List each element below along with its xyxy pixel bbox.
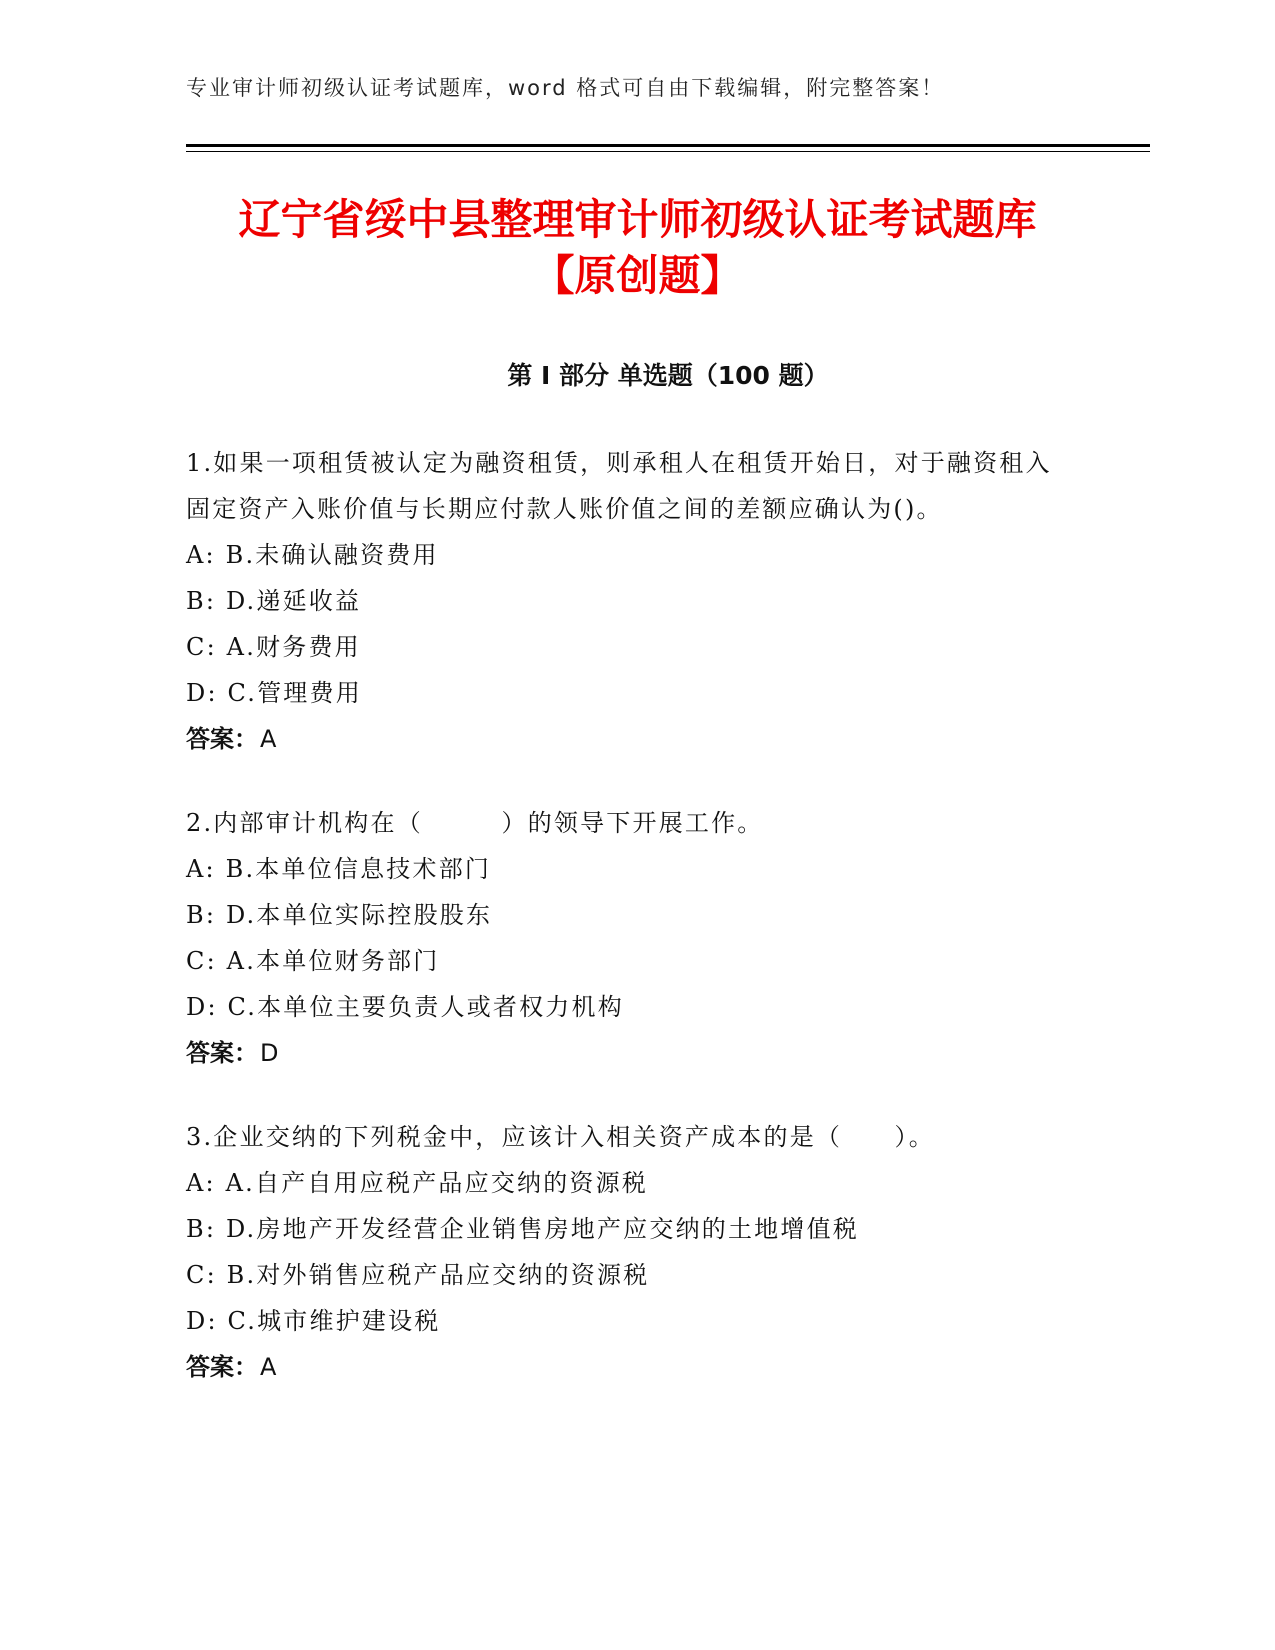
question-2 — [186, 800, 1066, 1076]
option-c: C: A.财务费用 — [186, 633, 361, 661]
option-a: A: A.自产自用应税产品应交纳的资源税 — [186, 1169, 649, 1197]
section-heading: 第 I 部分 单选题（100 题） — [507, 361, 829, 390]
option-c: C: A.本单位财务部门 — [186, 947, 440, 975]
option-b: B: D.房地产开发经营企业销售房地产应交纳的土地增值税 — [186, 1215, 859, 1243]
question-stem: 3.企业交纳的下列税金中，应该计入相关资产成本的是（ ）。 — [186, 1123, 935, 1151]
answer-label: 答案： — [186, 1353, 258, 1381]
answer-value: D — [260, 1039, 279, 1067]
question-stem: 1.如果一项租赁被认定为融资租赁，则承租人在租赁开始日，对于融资租入固定资产入账价值与长期应付款人账价值之间的差额应确认为()。 — [186, 449, 1052, 523]
question-stem: 2.内部审计机构在（ ）的领导下开展工作。 — [186, 809, 764, 837]
answer-value: A — [260, 725, 277, 753]
option-b: B: D.递延收益 — [186, 587, 362, 615]
option-d: D: C.城市维护建设税 — [186, 1307, 441, 1335]
answer-line — [186, 716, 1066, 762]
option-d: D: C.本单位主要负责人或者权力机构 — [186, 993, 624, 1021]
option-a: A: B.未确认融资费用 — [186, 541, 439, 569]
answer-label: 答案： — [186, 1039, 258, 1067]
question-list — [186, 440, 1066, 1428]
answer-line — [186, 1344, 1066, 1390]
header-rule-thin — [186, 151, 1150, 152]
answer-line — [186, 1030, 1066, 1076]
option-c: C: B.对外销售应税产品应交纳的资源税 — [186, 1261, 650, 1289]
document-title — [120, 192, 1155, 304]
header-note: 专业审计师初级认证考试题库，word 格式可自由下载编辑，附完整答案！ — [186, 76, 945, 100]
answer-label: 答案： — [186, 725, 258, 753]
question-3 — [186, 1114, 1066, 1390]
title-line-2: 【原创题】 — [532, 251, 743, 300]
title-line-1: 辽宁省绥中县整理审计师初级认证考试题库 — [238, 195, 1037, 244]
answer-value: A — [260, 1353, 277, 1381]
question-1 — [186, 440, 1066, 762]
option-b: B: D.本单位实际控股股东 — [186, 901, 493, 929]
header-rule-thick — [186, 144, 1150, 147]
option-a: A: B.本单位信息技术部门 — [186, 855, 492, 883]
option-d: D: C.管理费用 — [186, 679, 362, 707]
